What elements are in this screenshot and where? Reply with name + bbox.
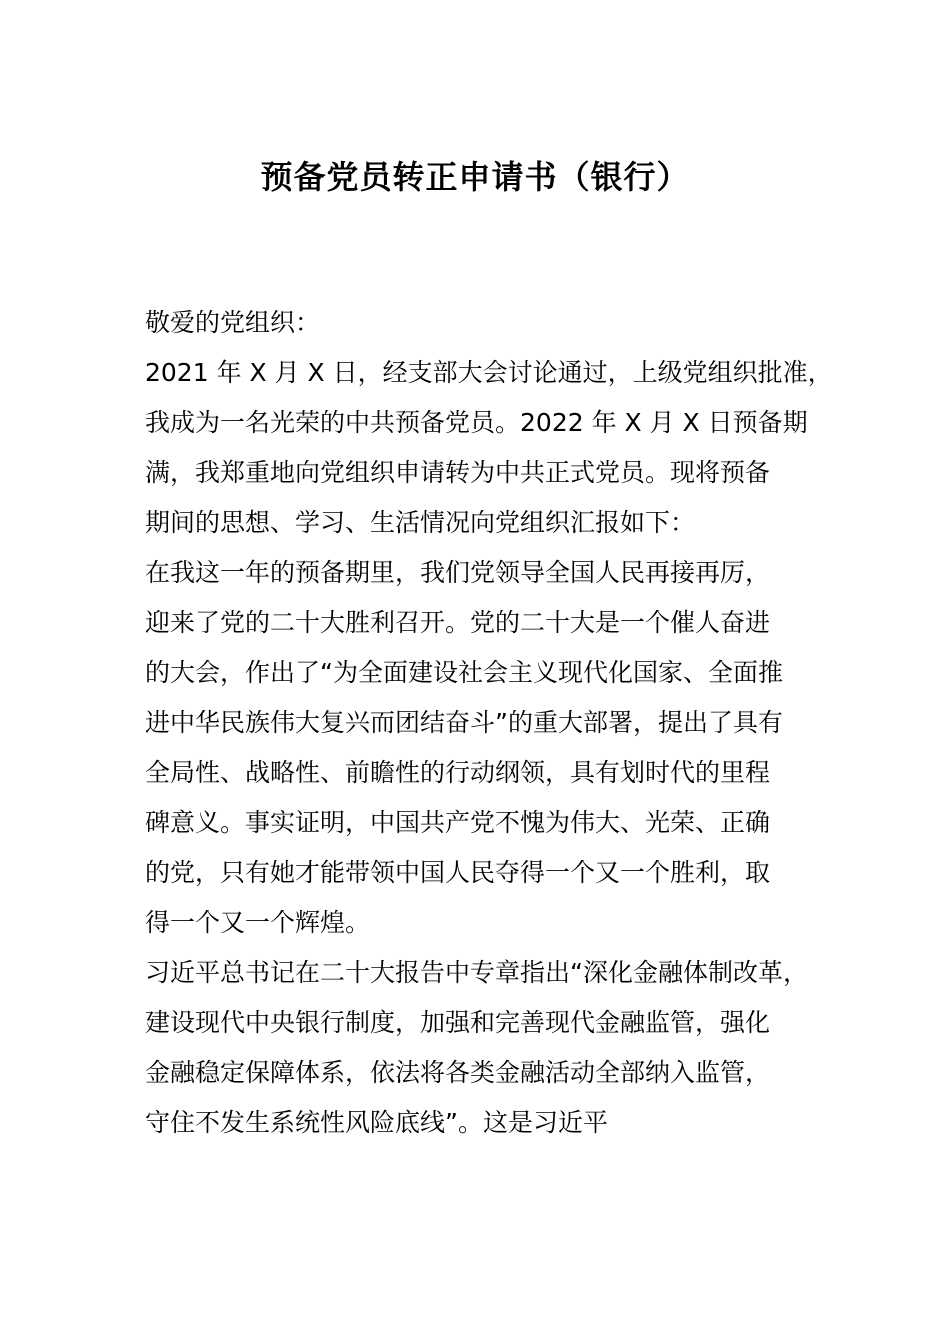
document-body bbox=[145, 298, 835, 1148]
text-line: 满，我郑重地向党组织申请转为中共正式党员。现将预备 bbox=[145, 458, 771, 487]
salutation-line: 敬爱的党组织： bbox=[145, 308, 321, 337]
text-line: 得一个又一个辉煌。 bbox=[145, 908, 371, 937]
text-line: 在我这一年的预备期里，我们党领导全国人民再接再厉， bbox=[145, 558, 771, 587]
text-line: 建设现代中央银行制度，加强和完善现代金融监管，强化 bbox=[145, 1008, 771, 1037]
text-line: 碑意义。事实证明，中国共产党不愧为伟大、光荣、正确 bbox=[145, 808, 771, 837]
text-line: 全局性、战略性、前瞻性的行动纲领，具有划时代的里程 bbox=[145, 758, 771, 787]
text-line: 的党，只有她才能带领中国人民夺得一个又一个胜利，取 bbox=[145, 858, 771, 887]
text-line: 习近平总书记在二十大报告中专章指出“深化金融体制改革， bbox=[145, 958, 808, 987]
text-line: 期间的思想、学习、生活情况向党组织汇报如下： bbox=[145, 508, 696, 537]
text-line: 的大会，作出了“为全面建设社会主义现代化国家、全面推 bbox=[145, 658, 783, 687]
text-line: 守住不发生系统性风险底线”。这是习近平 bbox=[145, 1108, 608, 1137]
text-line: 2021 年 X 月 X 日，经支部大会讨论通过，上级党组织批准， bbox=[145, 358, 833, 387]
text-line: 迎来了党的二十大胜利召开。党的二十大是一个催人奋进 bbox=[145, 608, 771, 637]
text-line: 进中华民族伟大复兴而团结奋斗”的重大部署，提出了具有 bbox=[145, 708, 783, 737]
text-line: 我成为一名光荣的中共预备党员。2022 年 X 月 X 日预备期 bbox=[145, 408, 808, 437]
document-title: 预备党员转正申请书（银行） bbox=[260, 158, 690, 196]
text-line: 金融稳定保障体系，依法将各类金融活动全部纳入监管， bbox=[145, 1058, 771, 1087]
